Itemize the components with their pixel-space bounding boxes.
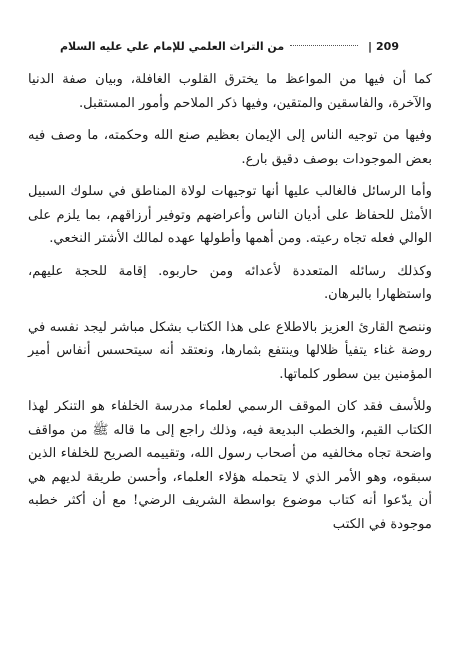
paragraph: وننصح القارئ العزيز بالاطلاع على هذا الكتاب بشكل مباشر ليجد نفسه في روضة غناء يتفيأ ظلالها وينتفع بثمارها، ونعتقد أنه سيتحسس أنفاس أمير المؤمنين بين سطور كلماتها.	[28, 319, 432, 382]
body-text	[28, 68, 432, 545]
header-dotted-leader	[290, 45, 358, 46]
paragraph: وفيها من توجيه الناس إلى الإيمان بعظيم صنع الله وحكمته، ما وصف فيه بعض الموجودات بوصف دقيق بارع.	[28, 128, 432, 167]
header-separator: |	[368, 40, 373, 53]
paragraph: وكذلك رسائله المتعددة لأعدائه ومن حاربوه. إقامة للحجة عليهم، واستظهارا بالبرهان.	[28, 263, 432, 302]
page-number: 209	[376, 40, 399, 53]
paragraph: وللأسف فقد كان الموقف الرسمي لعلماء مدرسة الخلفاء هو التنكر لهذا الكتاب القيم، والخطب البديعة فيه، وذلك راجع إلى ما قاله ﷺ من مواقف واضحة تجاه مخالفيه من أصحاب رسول الله، وتقييمه الصريح للخلفاء الذين سبقوه، وهو الأمر الذي لا يتحمله هؤلاء العلماء، وأحسن طريقة لديهم هي أن يدّعوا أنه كتاب موضوع بواسطة الشريف الرضي! مع أن أكثر خطبه موجودة في الكتب	[28, 399, 432, 532]
paragraph: وأما الرسائل فالغالب عليها أنها توجيهات لولاة المناطق في سلوك السبيل الأمثل للحفاظ على أديان الناس وأعراضهم وتوفير أرزاقهم، بما يلزم على الوالي فعله تجاه رعيته. ومن أهمها وأطولها عهده لمالك الأشتر النخعي.	[28, 184, 432, 246]
running-header	[60, 40, 399, 53]
header-title: من التراث العلمي للإمام علي عليه السلام	[60, 40, 285, 53]
paragraph: كما أن فيها من المواعظ ما يخترق القلوب الغافلة، وبيان صفة الدنيا والآخرة، والفاسقين والمتقين، وفيها ذكر الملاحم وأمور المستقبل.	[28, 72, 432, 111]
